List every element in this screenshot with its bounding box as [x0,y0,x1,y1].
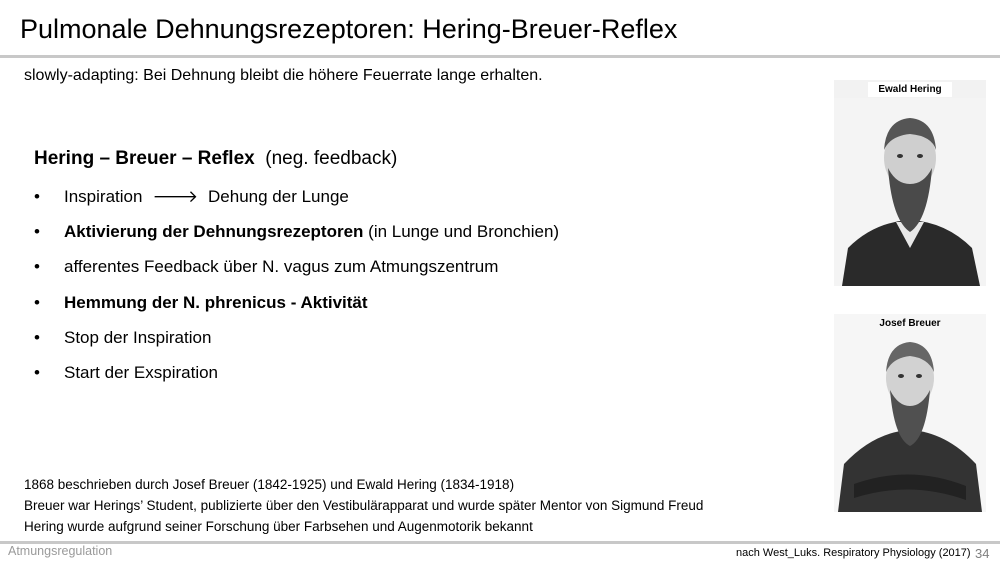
bullet-text: Start der Exspiration [64,362,219,382]
hering-caption: Ewald Hering [834,82,986,97]
title-divider [0,55,1000,58]
list-item [34,222,559,257]
list-item [34,328,559,363]
footer-divider [0,541,1000,544]
bullet-dot: • [34,257,40,277]
breuer-caption: Josef Breuer [879,318,941,329]
bullet-dot: • [34,327,40,347]
bullet-text: Inspiration [64,187,143,206]
footer-source: nach West_Luks. Respiratory Physiology (2017) [736,547,971,559]
history-notes [24,474,703,537]
note-line: 1868 beschrieben durch Josef Breuer (1842-1925) und Ewald Hering (1834-1918) [24,477,515,492]
arrow-right-icon: 🡒 [152,187,199,206]
footer-section-label: Atmungsregulation [8,544,113,558]
reflex-heading-bold: Hering – Breuer – Reflex [34,148,255,169]
bullet-dot: • [34,187,40,206]
hering-photo-icon [834,80,986,286]
list-item [34,293,559,328]
bullet-text-bold: Aktivierung der Dehnungsrezeptoren [64,222,364,242]
breuer-portrait [834,314,986,512]
list-item [34,187,559,222]
note-line: Breuer war Herings’ Student, publizierte über den Vestibulärapparat und wurde später Mentor von Sigmund Freud [24,498,704,513]
bullet-dot: • [34,222,40,242]
note-line: Hering wurde aufgrund seiner Forschung über Farbsehen und Augenmotorik bekannt [24,519,533,534]
reflex-bullet-list [34,187,559,398]
page-number: 34 [975,546,990,561]
bullet-dot: • [34,292,40,312]
bullet-text: Stop der Inspiration [64,327,212,347]
bullet-text: afferentes Feedback über N. vagus zum Atmungszentrum [64,257,499,277]
bullet-text-bold: Hemmung der N. phrenicus - Aktivität [64,292,368,312]
slide-title: Pulmonale Dehnungsrezeptoren: Hering-Breuer-Reflex [20,14,678,44]
bullet-dot: • [34,362,40,382]
hering-portrait [834,80,986,286]
bullet-text: (in Lunge und Bronchien) [363,222,560,242]
reflex-heading-normal: (neg. feedback) [265,148,398,169]
list-item [34,257,559,292]
subtitle-text: slowly-adapting: Bei Dehnung bleibt die höhere Feuerrate lange erhalten. [24,67,543,84]
bullet-text: Dehung der Lunge [208,187,349,206]
reflex-heading [34,148,397,170]
breuer-photo-icon [834,314,986,512]
list-item [34,363,559,398]
